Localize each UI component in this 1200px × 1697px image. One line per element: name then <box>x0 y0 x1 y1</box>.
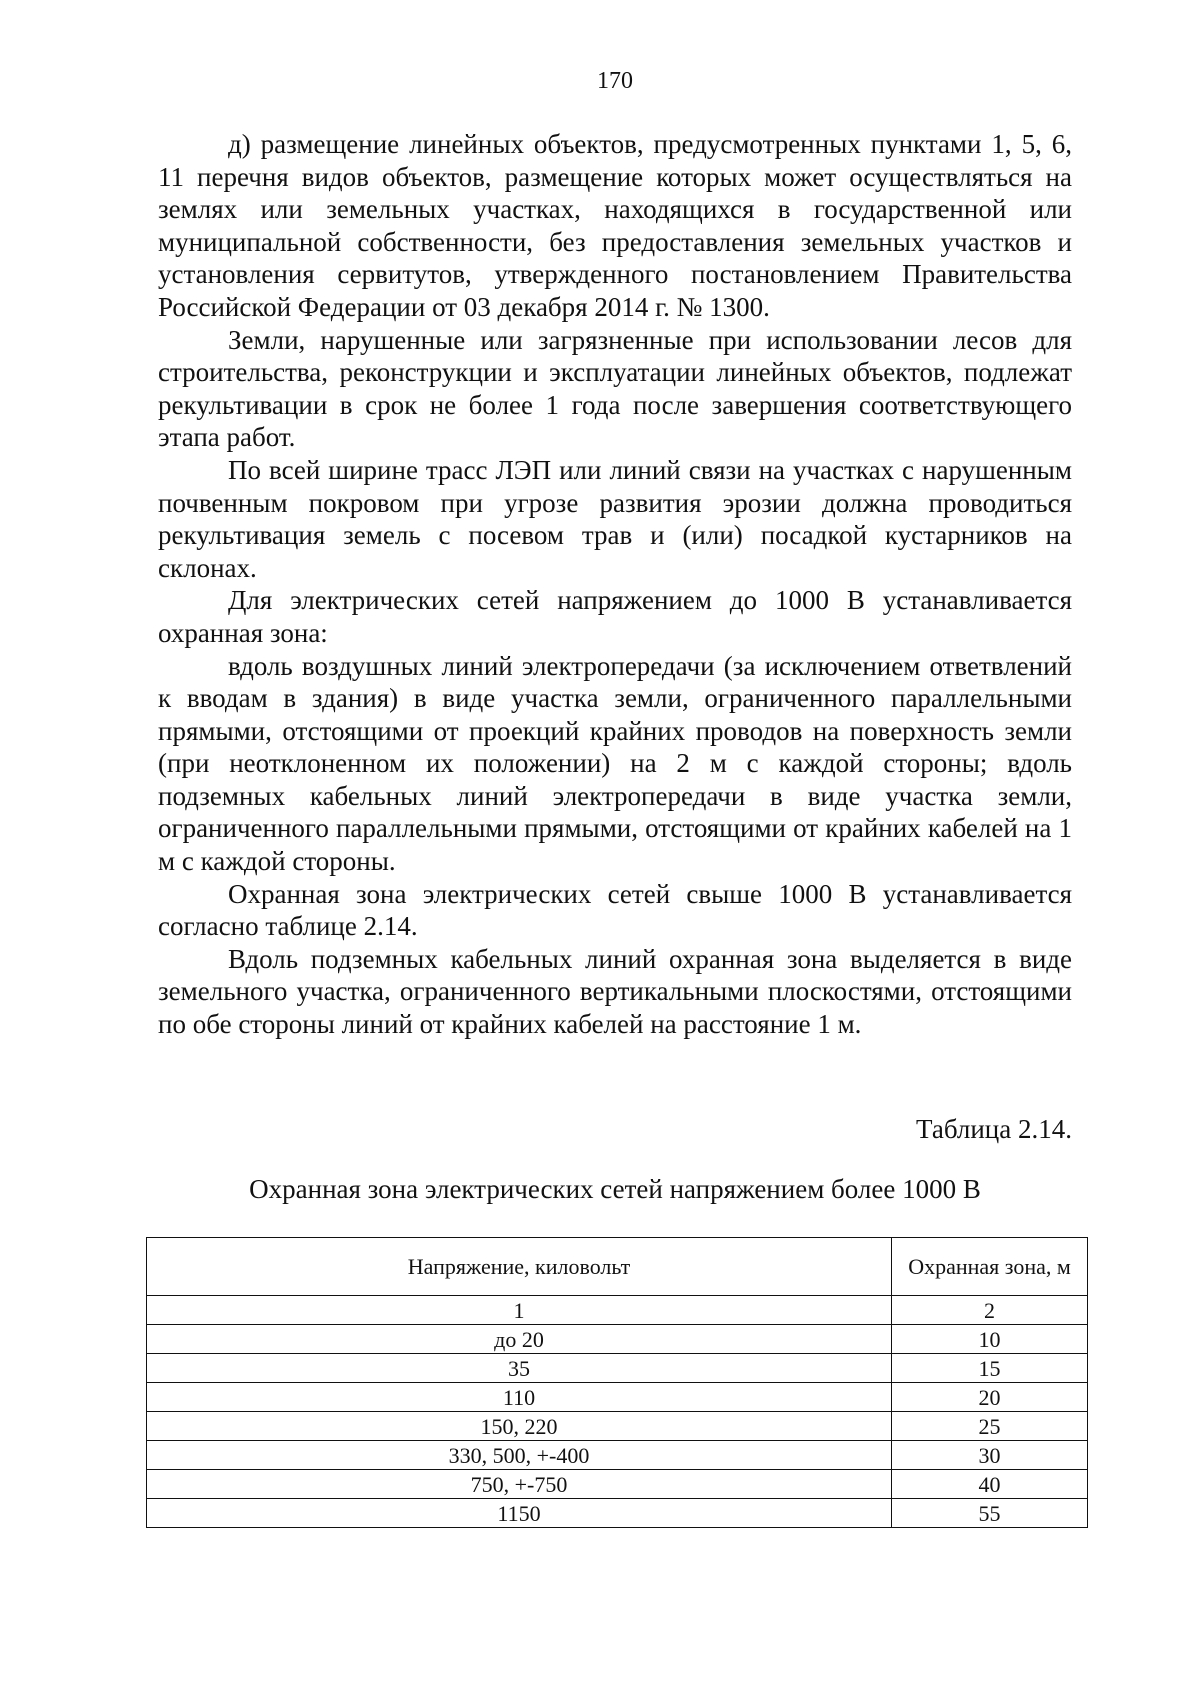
paragraph-land-recultivation: Земли, нарушенные или загрязненные при использовании лесов для строительства, реконструкции и эксплуатации линейных объектов, подлежат рекультивации в срок не более 1 года после завершения соответствующего этапа работ. <box>158 324 1072 453</box>
cell-voltage: 110 <box>147 1383 892 1412</box>
cell-zone: 40 <box>892 1470 1088 1499</box>
cell-voltage: 330, 500, +-400 <box>147 1441 892 1470</box>
cell-zone: 2 <box>892 1296 1088 1325</box>
paragraph-cable-lines: Вдоль подземных кабельных линий охранная зона выделяется в виде земельного участка, ограниченного вертикальными плоскостями, отстоящими по обе стороны линий от крайних кабелей на расстояние 1 м. <box>158 943 1072 1040</box>
cell-voltage: 750, +-750 <box>147 1470 892 1499</box>
cell-voltage: 35 <box>147 1354 892 1383</box>
protection-zone-table <box>146 1237 1088 1528</box>
cell-zone: 20 <box>892 1383 1088 1412</box>
table-row <box>147 1470 1088 1499</box>
header-zone: Охранная зона, м <box>892 1238 1088 1296</box>
paragraph-linear-objects: д) размещение линейных объектов, предусмотренных пунктами 1, 5, 6, 11 перечня видов объектов, размещение которых может осуществляться на землях или земельных участках, находящихся в государственной или муниципальной собственности, без предоставления земельных участков и установления сервитутов, утвержденного постановлением Правительства Российской Федерации от 03 декабря 2014 г. № 1300. <box>158 129 1072 322</box>
page-number: 170 <box>597 68 633 94</box>
paragraph-low-voltage-zone: Для электрических сетей напряжением до 1000 В устанавливается охранная зона: <box>158 585 1072 648</box>
table-row <box>147 1383 1088 1412</box>
table-row <box>147 1325 1088 1354</box>
table-row <box>147 1412 1088 1441</box>
paragraph-overhead-lines: вдоль воздушных линий электропередачи (за исключением ответвлений к вводам в здания) в виде участка земли, ограниченного параллельными прямыми, отстоящими от проекций крайних проводов на поверхность земли (при неотклоненном их положении) на 2 м с каждой стороны; вдоль подземных кабельных линий электропередачи в виде участка земли, ограниченного параллельными прямыми, отстоящими от крайних кабелей на 1 м с каждой стороны. <box>158 650 1072 877</box>
table-label: Таблица 2.14. <box>916 1114 1072 1144</box>
table-title: Охранная зона электрических сетей напряжением более 1000 В <box>249 1174 981 1204</box>
cell-voltage: 1150 <box>147 1499 892 1528</box>
body-text <box>158 128 1072 1041</box>
table-row <box>147 1499 1088 1528</box>
cell-zone: 10 <box>892 1325 1088 1354</box>
header-voltage: Напряжение, киловольт <box>147 1238 892 1296</box>
table-row <box>147 1354 1088 1383</box>
cell-zone: 55 <box>892 1499 1088 1528</box>
paragraph-erosion-recultivation: По всей ширине трасс ЛЭП или линий связи на участках с нарушенным почвенным покровом при угрозе развития эрозии должна проводиться рекультивация земель с посевом трав и (или) посадкой кустарников на склонах. <box>158 454 1072 583</box>
table-row <box>147 1296 1088 1325</box>
cell-zone: 25 <box>892 1412 1088 1441</box>
table-row <box>147 1441 1088 1470</box>
cell-voltage: до 20 <box>147 1325 892 1354</box>
cell-voltage: 1 <box>147 1296 892 1325</box>
cell-zone: 30 <box>892 1441 1088 1470</box>
cell-voltage: 150, 220 <box>147 1412 892 1441</box>
table-header-row <box>147 1238 1088 1296</box>
cell-zone: 15 <box>892 1354 1088 1383</box>
paragraph-high-voltage-zone: Охранная зона электрических сетей свыше 1000 В устанавливается согласно таблице 2.14. <box>158 878 1072 942</box>
